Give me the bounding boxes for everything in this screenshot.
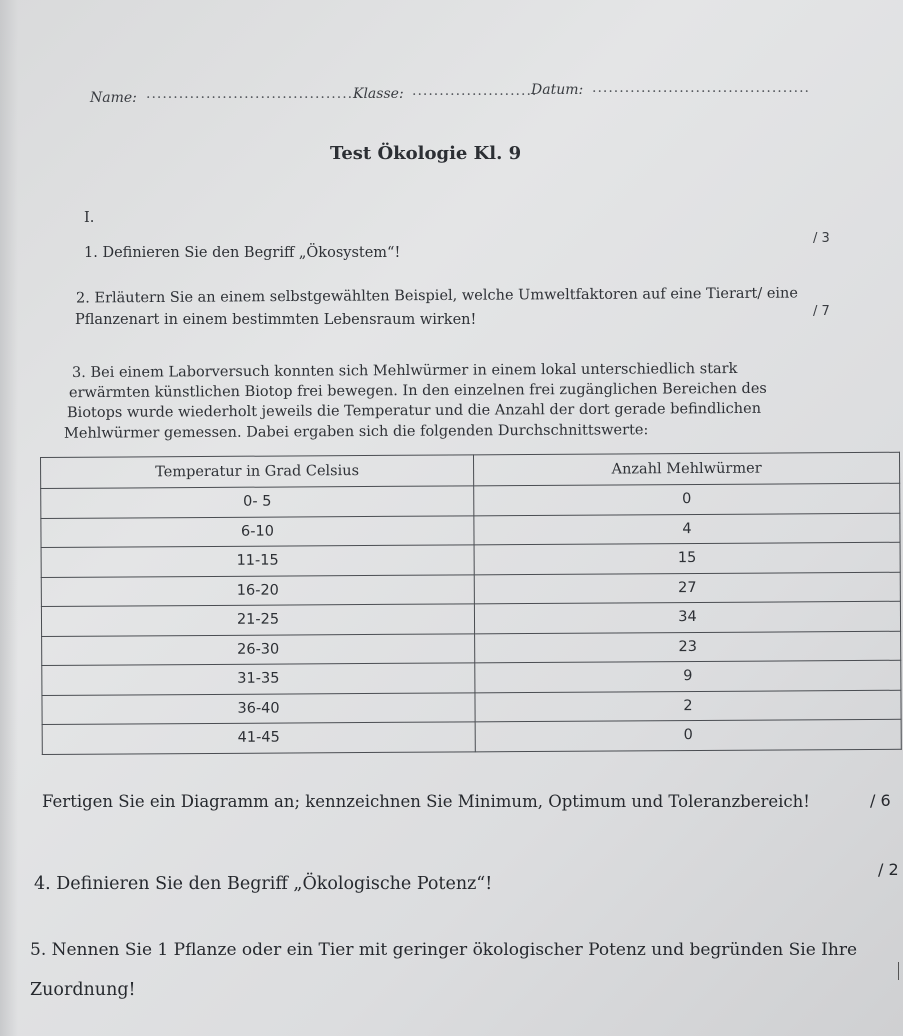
datum-blank: ........................................ bbox=[592, 80, 811, 96]
count-cell: 0 bbox=[474, 483, 900, 515]
header-count: Anzahl Mehlwürmer bbox=[473, 452, 899, 486]
header-temperature: Temperatur in Grad Celsius bbox=[41, 455, 474, 489]
name-blank: ........................................ bbox=[146, 86, 365, 102]
question-3-line-4: Mehlwürmer gemessen. Dabei ergaben sich die folgenden Durchschnittswerte: bbox=[63, 422, 649, 442]
question-3-line-3: Biotops wurde wiederholt jeweils die Temperatur und die Anzahl der dort gerade befindlichen bbox=[66, 400, 762, 422]
question-1-points: / 3 bbox=[813, 231, 830, 246]
question-1-text: 1. Definieren Sie den Begriff „Ökosystem“! bbox=[84, 245, 401, 261]
diagram-task-points: / 6 bbox=[870, 791, 891, 810]
datum-label: Datum: bbox=[531, 82, 584, 98]
question-2-line-2: Pflanzenart in einem bestimmten Lebensraum wirken! bbox=[75, 312, 477, 328]
count-cell: 34 bbox=[474, 601, 900, 633]
temperature-cell: 21-25 bbox=[41, 604, 474, 636]
temperature-cell: 11-15 bbox=[41, 545, 474, 577]
question-3-line-1: 3. Bei einem Laborversuch konnten sich Mehlwürmer in einem lokal unterschiedlich stark bbox=[71, 360, 738, 382]
points-bracket-mark bbox=[898, 962, 899, 980]
klasse-label: Klasse: bbox=[353, 86, 404, 102]
name-label: Name: bbox=[90, 90, 137, 106]
count-cell: 23 bbox=[475, 631, 901, 663]
count-cell: 2 bbox=[475, 690, 901, 722]
question-5-line-2: Zuordnung! bbox=[30, 980, 136, 1000]
table-row bbox=[42, 719, 901, 754]
diagram-task-text: Fertigen Sie ein Diagramm an; kennzeichnen Sie Minimum, Optimum und Toleranzbereich! bbox=[42, 792, 810, 811]
count-cell: 27 bbox=[474, 572, 900, 604]
question-4-text: 4. Definieren Sie den Begriff „Ökologische Potenz“! bbox=[34, 874, 493, 894]
temperature-cell: 41-45 bbox=[42, 722, 475, 754]
section-number: I. bbox=[84, 210, 95, 226]
temperature-cell: 36-40 bbox=[42, 692, 475, 724]
temperature-cell: 6-10 bbox=[41, 515, 474, 547]
temperature-cell: 31-35 bbox=[42, 663, 475, 695]
count-cell: 9 bbox=[475, 660, 901, 692]
klasse-blank: ....................... bbox=[412, 83, 538, 99]
temperature-cell: 26-30 bbox=[42, 633, 475, 665]
question-3-line-2: erwärmten künstlichen Biotop frei bewegen. In den einzelnen frei zugänglichen Bereichen des bbox=[68, 380, 767, 402]
temperature-cell: 16-20 bbox=[41, 574, 474, 606]
question-4-points: / 2 bbox=[878, 860, 899, 879]
page-shadow bbox=[0, 0, 18, 1036]
count-cell: 0 bbox=[475, 719, 901, 751]
page-title: Test Ökologie Kl. 9 bbox=[330, 143, 522, 164]
question-2-line-1: 2. Erläutern Sie an einem selbstgewählten Beispiel, welche Umweltfaktoren auf eine Tierart/ eine bbox=[75, 285, 798, 307]
temperature-cell: 0- 5 bbox=[41, 486, 474, 518]
question-5-line-1: 5. Nennen Sie 1 Pflanze oder ein Tier mit geringer ökologischer Potenz und begründen Sie Ihre bbox=[30, 940, 858, 960]
measurement-table bbox=[40, 452, 902, 755]
count-cell: 4 bbox=[474, 513, 900, 545]
count-cell: 15 bbox=[474, 542, 900, 574]
question-2-points: / 7 bbox=[813, 304, 830, 319]
